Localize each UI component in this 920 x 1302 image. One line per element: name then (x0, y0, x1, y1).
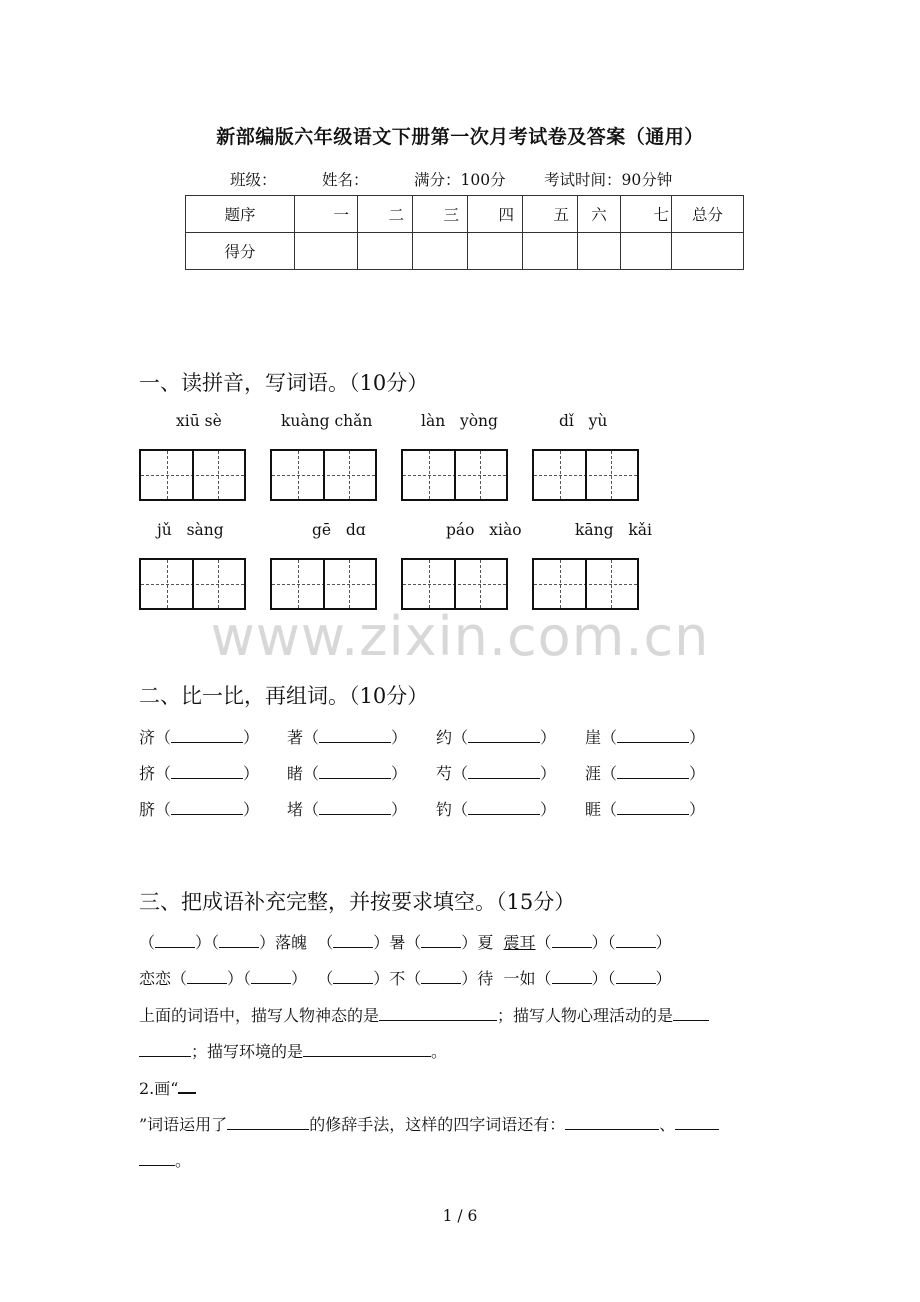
pinyin: kāng kǎi (575, 521, 652, 539)
score-table (185, 195, 744, 270)
compare-item: 约（ ） (436, 728, 557, 747)
answer-blank[interactable] (616, 967, 656, 984)
header-cell: 五 (523, 196, 578, 233)
score-table-header (186, 196, 744, 233)
answer-blank[interactable] (139, 1040, 191, 1057)
pinyin: páo xiào (446, 521, 522, 539)
question-2-line-1 (139, 1076, 196, 1099)
compare-item: 脐（ ） (139, 800, 260, 819)
page-title: 新部编版六年级语文下册第一次月考试卷及答案（通用） (216, 126, 704, 148)
section-2-title: 二、比一比，再组词。（10分） (139, 684, 429, 708)
answer-blank[interactable] (139, 1149, 175, 1166)
idiom-line-1: （ ）（ ）落魄 （ ）暑（ ）夏 震耳（ ）（ ） (139, 933, 672, 952)
question-2-line-3 (139, 1148, 191, 1171)
idiom-text: 待 (477, 969, 494, 988)
answer-blank[interactable] (468, 726, 540, 743)
score-cell[interactable] (295, 233, 358, 270)
compare-item: 济（ ） (139, 728, 260, 747)
idiom-text: 一如 (503, 969, 536, 988)
pinyin: jǔ sàng (157, 521, 224, 539)
answer-blank[interactable] (171, 762, 243, 779)
compare-item: 堵（ ） (287, 800, 408, 819)
answer-blank[interactable] (421, 931, 461, 948)
char: 钓 (436, 800, 453, 819)
answer-blank[interactable] (616, 931, 656, 948)
pinyin: kuàng chǎn (281, 412, 373, 430)
compare-item: 芍（ ） (436, 764, 557, 783)
question-text: ”词语运用了 (139, 1115, 228, 1134)
pinyin: xiū sè (176, 412, 222, 430)
writing-grid[interactable] (139, 558, 246, 610)
compare-item: 著（ ） (287, 728, 408, 747)
answer-blank[interactable] (421, 967, 461, 984)
question-text: ；描写人物心理活动的是 (497, 1006, 674, 1025)
info-full-score: 满分：100分 (414, 171, 506, 189)
header-cell: 总分 (672, 196, 744, 233)
underline-marker (178, 1078, 196, 1094)
char: 挤 (139, 764, 156, 783)
compare-item: 涯（ ） (585, 764, 706, 783)
answer-blank[interactable] (552, 931, 592, 948)
char: 济 (139, 728, 156, 747)
question-text: 。 (431, 1042, 448, 1061)
writing-grid[interactable] (139, 449, 246, 501)
answer-blank[interactable] (303, 1040, 431, 1057)
compare-item: 崖（ ） (585, 728, 706, 747)
header-cell: 四 (468, 196, 523, 233)
question-text: 上面的词语中，描写人物神态的是 (139, 1006, 380, 1025)
answer-blank[interactable] (333, 967, 373, 984)
char: 堵 (287, 800, 304, 819)
char: 约 (436, 728, 453, 747)
writing-grid[interactable] (401, 558, 508, 610)
score-cell[interactable] (621, 233, 672, 270)
answer-blank[interactable] (187, 967, 227, 984)
section-3-title: 三、把成语补充完整，并按要求填空。（15分） (139, 890, 576, 914)
compare-item: 钓（ ） (436, 800, 557, 819)
pinyin: gē dɑ (312, 521, 366, 539)
question-text: 、 (659, 1115, 676, 1134)
answer-blank[interactable] (319, 762, 391, 779)
char: 涯 (585, 764, 602, 783)
answer-blank[interactable] (171, 798, 243, 815)
writing-grid[interactable] (270, 558, 377, 610)
answer-blank[interactable] (675, 1113, 719, 1130)
compare-item: 睹（ ） (287, 764, 408, 783)
question-text: 的修辞手法，这样的四字词语还有： (309, 1115, 566, 1134)
question-2-line-2 (139, 1112, 719, 1135)
char: 脐 (139, 800, 156, 819)
question-1-line-2 (139, 1039, 447, 1062)
answer-blank[interactable] (617, 762, 689, 779)
header-cell: 题序 (186, 196, 295, 233)
header-cell: 七 (621, 196, 672, 233)
char: 芍 (436, 764, 453, 783)
idiom-line-2: 恋恋（ ）（ ） （ ）不（ ）待 一如（ ）（ ） (139, 969, 672, 988)
answer-blank[interactable] (565, 1113, 659, 1130)
question-text: 。 (175, 1151, 192, 1170)
header-cell: 三 (413, 196, 468, 233)
answer-blank[interactable] (379, 1004, 497, 1021)
score-cell[interactable] (358, 233, 413, 270)
answer-blank[interactable] (251, 967, 291, 984)
score-cell[interactable] (672, 233, 744, 270)
question-1-line-1 (139, 1003, 709, 1026)
header-cell: 六 (578, 196, 621, 233)
answer-blank[interactable] (617, 726, 689, 743)
compare-item: 挤（ ） (139, 764, 260, 783)
char: 睚 (585, 800, 602, 819)
idiom-text-underlined: 震耳 (503, 933, 536, 952)
char: 崖 (585, 728, 602, 747)
idiom-text: 夏 (477, 933, 494, 952)
idiom-text: 暑 (389, 933, 406, 952)
page-number: 1 / 6 (442, 1207, 478, 1225)
char: 睹 (287, 764, 304, 783)
answer-blank[interactable] (468, 798, 540, 815)
answer-blank[interactable] (673, 1004, 709, 1021)
idiom-text: 恋恋 (139, 969, 172, 988)
question-text: ；描写环境的是 (191, 1042, 304, 1061)
char: 著 (287, 728, 304, 747)
answer-blank[interactable] (319, 798, 391, 815)
score-table-row (186, 233, 744, 270)
section-1-title: 一、读拼音，写词语。（10分） (139, 371, 429, 395)
info-name: 姓名： (322, 171, 369, 189)
pinyin: dǐ yù (559, 412, 608, 430)
compare-item: 睚（ ） (585, 800, 706, 819)
answer-blank[interactable] (227, 1113, 309, 1130)
header-cell: 二 (358, 196, 413, 233)
answer-blank[interactable] (552, 967, 592, 984)
score-cell[interactable] (523, 233, 578, 270)
score-cell[interactable] (413, 233, 468, 270)
answer-blank[interactable] (171, 726, 243, 743)
writing-grid[interactable] (401, 449, 508, 501)
question-text: 2.画“ (139, 1079, 179, 1098)
idiom-text: 落魄 (275, 933, 308, 952)
pinyin: làn yòng (421, 412, 498, 430)
answer-blank[interactable] (617, 798, 689, 815)
watermark: www.zixin.com.cn (210, 605, 710, 668)
answer-blank[interactable] (333, 931, 373, 948)
header-cell: 一 (295, 196, 358, 233)
answer-blank[interactable] (468, 762, 540, 779)
info-class: 班级： (230, 171, 277, 189)
idiom-text: 不 (389, 969, 406, 988)
row-label: 得分 (186, 233, 295, 270)
answer-blank[interactable] (219, 931, 259, 948)
answer-blank[interactable] (155, 931, 195, 948)
writing-grid[interactable] (532, 449, 639, 501)
score-cell[interactable] (468, 233, 523, 270)
answer-blank[interactable] (319, 726, 391, 743)
writing-grid[interactable] (532, 558, 639, 610)
score-cell[interactable] (578, 233, 621, 270)
info-exam-time: 考试时间：90分钟 (544, 171, 673, 189)
writing-grid[interactable] (270, 449, 377, 501)
